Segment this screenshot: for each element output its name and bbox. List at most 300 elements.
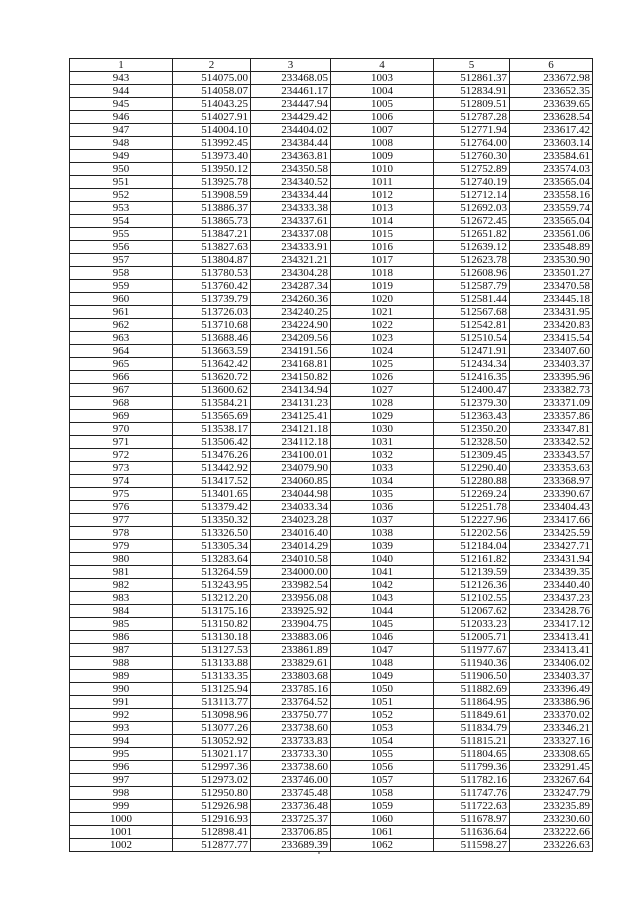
table-cell: 511799.36 <box>434 761 510 774</box>
table-row <box>70 410 593 423</box>
table-row <box>70 397 593 410</box>
table-cell: 512809.51 <box>434 98 510 111</box>
table-cell: 233617.42 <box>510 124 593 137</box>
table-cell: 233371.09 <box>510 397 593 410</box>
table-cell: 959 <box>70 280 173 293</box>
table-row <box>70 202 593 215</box>
table-cell: 234010.58 <box>251 553 331 566</box>
table-cell: 1032 <box>331 449 434 462</box>
table-cell: 1056 <box>331 761 434 774</box>
table-row <box>70 111 593 124</box>
table-cell: 1013 <box>331 202 434 215</box>
table-cell: 234079.90 <box>251 462 331 475</box>
table-cell: 988 <box>70 657 173 670</box>
table-cell: 955 <box>70 228 173 241</box>
table-cell: 960 <box>70 293 173 306</box>
column-header: 2 <box>173 59 251 72</box>
table-cell: 513663.59 <box>173 345 251 358</box>
table-cell: 234447.94 <box>251 98 331 111</box>
table-cell: 234461.17 <box>251 85 331 98</box>
table-cell: 233639.65 <box>510 98 593 111</box>
table-cell: 948 <box>70 137 173 150</box>
table-cell: 513133.35 <box>173 670 251 683</box>
table-cell: 513739.79 <box>173 293 251 306</box>
table-cell: 513584.21 <box>173 397 251 410</box>
table-cell: 233404.43 <box>510 501 593 514</box>
table-cell: 964 <box>70 345 173 358</box>
table-cell: 233390.67 <box>510 488 593 501</box>
table-cell: 513401.65 <box>173 488 251 501</box>
table-cell: 1027 <box>331 384 434 397</box>
table-cell: 234033.34 <box>251 501 331 514</box>
table-cell: 233829.61 <box>251 657 331 670</box>
table-cell: 970 <box>70 423 173 436</box>
table-cell: 233427.71 <box>510 540 593 553</box>
table-cell: 233565.04 <box>510 176 593 189</box>
table-cell: 233417.12 <box>510 618 593 631</box>
table-cell: 513538.17 <box>173 423 251 436</box>
table-cell: 512651.82 <box>434 228 510 241</box>
table-cell: 233440.40 <box>510 579 593 592</box>
table-cell: 945 <box>70 98 173 111</box>
table-cell: 513565.69 <box>173 410 251 423</box>
table-cell: 233403.37 <box>510 358 593 371</box>
table-row <box>70 592 593 605</box>
table-cell: 511882.69 <box>434 683 510 696</box>
table-cell: 1048 <box>331 657 434 670</box>
table-cell: 1037 <box>331 514 434 527</box>
table-cell: 1002 <box>70 839 173 852</box>
table-row <box>70 293 593 306</box>
table-cell: 512581.44 <box>434 293 510 306</box>
table-row <box>70 189 593 202</box>
table-cell: 234125.41 <box>251 410 331 423</box>
table-cell: 966 <box>70 371 173 384</box>
table-cell: 1022 <box>331 319 434 332</box>
table-cell: 513077.26 <box>173 722 251 735</box>
table-cell: 513283.64 <box>173 553 251 566</box>
table-cell: 233342.52 <box>510 436 593 449</box>
table-cell: 512400.47 <box>434 384 510 397</box>
table-cell: 513642.42 <box>173 358 251 371</box>
table-row <box>70 735 593 748</box>
table-cell: 233785.16 <box>251 683 331 696</box>
table-cell: 514043.25 <box>173 98 251 111</box>
table-cell: 1058 <box>331 787 434 800</box>
table-cell: 234384.44 <box>251 137 331 150</box>
table-cell: 949 <box>70 150 173 163</box>
table-row <box>70 475 593 488</box>
table-cell: 234150.82 <box>251 371 331 384</box>
column-header: 3 <box>251 59 331 72</box>
table-cell: 512950.80 <box>173 787 251 800</box>
table-cell: 967 <box>70 384 173 397</box>
table-cell: 233437.23 <box>510 592 593 605</box>
table-cell: 996 <box>70 761 173 774</box>
table-cell: 233501.27 <box>510 267 593 280</box>
table-cell: 513264.59 <box>173 566 251 579</box>
table-cell: 980 <box>70 553 173 566</box>
table-cell: 1023 <box>331 332 434 345</box>
table-cell: 233584.61 <box>510 150 593 163</box>
table-cell: 233803.68 <box>251 670 331 683</box>
table-cell: 977 <box>70 514 173 527</box>
table-cell: 234044.98 <box>251 488 331 501</box>
table-cell: 957 <box>70 254 173 267</box>
table-cell: 233428.76 <box>510 605 593 618</box>
table-cell: 982 <box>70 579 173 592</box>
table-cell: 511977.67 <box>434 644 510 657</box>
table-cell: 1014 <box>331 215 434 228</box>
table-cell: 512973.02 <box>173 774 251 787</box>
table-cell: 994 <box>70 735 173 748</box>
table-cell: 511834.79 <box>434 722 510 735</box>
table-cell: 512350.20 <box>434 423 510 436</box>
table-cell: 512251.78 <box>434 501 510 514</box>
table-cell: 512712.14 <box>434 189 510 202</box>
table-row <box>70 527 593 540</box>
table-cell: 1020 <box>331 293 434 306</box>
table-row <box>70 462 593 475</box>
table-cell: 513130.18 <box>173 631 251 644</box>
table-cell: 991 <box>70 696 173 709</box>
table-cell: 512692.03 <box>434 202 510 215</box>
table-cell: 233343.57 <box>510 449 593 462</box>
table-cell: 234350.58 <box>251 163 331 176</box>
table-cell: 234209.56 <box>251 332 331 345</box>
table-row <box>70 631 593 644</box>
table-cell: 1009 <box>331 150 434 163</box>
scan-speck <box>318 852 320 854</box>
table-cell: 233230.60 <box>510 813 593 826</box>
table-cell: 947 <box>70 124 173 137</box>
table-cell: 234333.38 <box>251 202 331 215</box>
column-header: 1 <box>70 59 173 72</box>
table-cell: 512005.71 <box>434 631 510 644</box>
table-cell: 951 <box>70 176 173 189</box>
table-cell: 233370.02 <box>510 709 593 722</box>
table-cell: 1015 <box>331 228 434 241</box>
table-cell: 953 <box>70 202 173 215</box>
column-header: 6 <box>510 59 593 72</box>
table-cell: 511636.64 <box>434 826 510 839</box>
table-cell: 233883.06 <box>251 631 331 644</box>
table-cell: 1055 <box>331 748 434 761</box>
table-cell: 233357.86 <box>510 410 593 423</box>
table-cell: 512760.30 <box>434 150 510 163</box>
table-cell: 233346.21 <box>510 722 593 735</box>
table-cell: 233574.03 <box>510 163 593 176</box>
table-cell: 990 <box>70 683 173 696</box>
table-cell: 234337.61 <box>251 215 331 228</box>
table-cell: 512898.41 <box>173 826 251 839</box>
table-cell: 234168.81 <box>251 358 331 371</box>
column-header: 4 <box>331 59 434 72</box>
table-cell: 514004.10 <box>173 124 251 137</box>
table-cell: 234334.44 <box>251 189 331 202</box>
table-cell: 999 <box>70 800 173 813</box>
table-cell: 995 <box>70 748 173 761</box>
table-cell: 234321.21 <box>251 254 331 267</box>
table-row <box>70 241 593 254</box>
table-row <box>70 722 593 735</box>
table-cell: 233746.00 <box>251 774 331 787</box>
table-cell: 1053 <box>331 722 434 735</box>
table-row <box>70 839 593 852</box>
table-cell: 1051 <box>331 696 434 709</box>
table-cell: 978 <box>70 527 173 540</box>
table-cell: 946 <box>70 111 173 124</box>
table-cell: 233733.30 <box>251 748 331 761</box>
table-cell: 1050 <box>331 683 434 696</box>
table-cell: 512102.55 <box>434 592 510 605</box>
table-cell: 950 <box>70 163 173 176</box>
table-cell: 233689.39 <box>251 839 331 852</box>
table-cell: 513865.73 <box>173 215 251 228</box>
table-row <box>70 540 593 553</box>
table-cell: 233530.90 <box>510 254 593 267</box>
table-cell: 1018 <box>331 267 434 280</box>
table-cell: 512510.54 <box>434 332 510 345</box>
table-cell: 969 <box>70 410 173 423</box>
table-row <box>70 579 593 592</box>
table-cell: 233235.89 <box>510 800 593 813</box>
table-cell: 234000.00 <box>251 566 331 579</box>
table-cell: 958 <box>70 267 173 280</box>
table-cell: 1054 <box>331 735 434 748</box>
table-cell: 512280.88 <box>434 475 510 488</box>
table-cell: 233725.37 <box>251 813 331 826</box>
table-cell: 1017 <box>331 254 434 267</box>
table-cell: 511678.97 <box>434 813 510 826</box>
table-cell: 961 <box>70 306 173 319</box>
table-cell: 234134.94 <box>251 384 331 397</box>
table-cell: 1046 <box>331 631 434 644</box>
table-cell: 233706.85 <box>251 826 331 839</box>
header-row <box>70 59 593 72</box>
table-cell: 513379.42 <box>173 501 251 514</box>
table-cell: 974 <box>70 475 173 488</box>
table-cell: 233396.49 <box>510 683 593 696</box>
table-row <box>70 813 593 826</box>
table-cell: 943 <box>70 72 173 85</box>
table-row <box>70 319 593 332</box>
table-row <box>70 488 593 501</box>
table-cell: 511782.16 <box>434 774 510 787</box>
table-cell: 511747.76 <box>434 787 510 800</box>
table-cell: 233738.60 <box>251 761 331 774</box>
table-cell: 512608.96 <box>434 267 510 280</box>
table-cell: 513021.17 <box>173 748 251 761</box>
table-cell: 234240.25 <box>251 306 331 319</box>
table-cell: 513127.53 <box>173 644 251 657</box>
table-cell: 512290.40 <box>434 462 510 475</box>
table-cell: 513992.45 <box>173 137 251 150</box>
table-cell: 512764.00 <box>434 137 510 150</box>
table-cell: 1033 <box>331 462 434 475</box>
table-cell: 234112.18 <box>251 436 331 449</box>
table-row <box>70 501 593 514</box>
table-cell: 234016.40 <box>251 527 331 540</box>
table-cell: 512997.36 <box>173 761 251 774</box>
table-row <box>70 280 593 293</box>
table-cell: 1008 <box>331 137 434 150</box>
table-cell: 233745.48 <box>251 787 331 800</box>
table-cell: 1019 <box>331 280 434 293</box>
table-cell: 234333.91 <box>251 241 331 254</box>
table-cell: 234337.08 <box>251 228 331 241</box>
table-cell: 514058.07 <box>173 85 251 98</box>
table-cell: 992 <box>70 709 173 722</box>
table-row <box>70 670 593 683</box>
table-cell: 513125.94 <box>173 683 251 696</box>
table-cell: 1000 <box>70 813 173 826</box>
table-cell: 233406.02 <box>510 657 593 670</box>
table-cell: 1049 <box>331 670 434 683</box>
table-cell: 1031 <box>331 436 434 449</box>
table-row <box>70 709 593 722</box>
table-cell: 233431.95 <box>510 306 593 319</box>
table-cell: 233764.52 <box>251 696 331 709</box>
table-cell: 233548.89 <box>510 241 593 254</box>
table-cell: 512916.93 <box>173 813 251 826</box>
table-cell: 965 <box>70 358 173 371</box>
table-cell: 512126.36 <box>434 579 510 592</box>
table-cell: 513973.40 <box>173 150 251 163</box>
table-row <box>70 228 593 241</box>
table-cell: 233470.58 <box>510 280 593 293</box>
table-cell: 233222.66 <box>510 826 593 839</box>
table-cell: 233353.63 <box>510 462 593 475</box>
table-cell: 1047 <box>331 644 434 657</box>
table-cell: 986 <box>70 631 173 644</box>
table-cell: 512184.04 <box>434 540 510 553</box>
table-cell: 234191.56 <box>251 345 331 358</box>
table-cell: 513305.34 <box>173 540 251 553</box>
table-cell: 1007 <box>331 124 434 137</box>
table-cell: 233750.77 <box>251 709 331 722</box>
table-cell: 233982.54 <box>251 579 331 592</box>
table-cell: 513350.32 <box>173 514 251 527</box>
table-cell: 233308.65 <box>510 748 593 761</box>
table-cell: 1060 <box>331 813 434 826</box>
table-cell: 962 <box>70 319 173 332</box>
table-row <box>70 345 593 358</box>
table-cell: 233652.35 <box>510 85 593 98</box>
table-cell: 233431.94 <box>510 553 593 566</box>
table-cell: 233736.48 <box>251 800 331 813</box>
table-row <box>70 98 593 111</box>
table-cell: 233420.83 <box>510 319 593 332</box>
table-row <box>70 761 593 774</box>
table-cell: 1042 <box>331 579 434 592</box>
table-row <box>70 618 593 631</box>
table-cell: 512834.91 <box>434 85 510 98</box>
table-cell: 234287.34 <box>251 280 331 293</box>
table-cell: 512416.35 <box>434 371 510 384</box>
table-row <box>70 371 593 384</box>
table-cell: 512434.34 <box>434 358 510 371</box>
table-row <box>70 683 593 696</box>
table-cell: 233395.96 <box>510 371 593 384</box>
table-cell: 233603.14 <box>510 137 593 150</box>
table-cell: 512623.78 <box>434 254 510 267</box>
table-cell: 513442.92 <box>173 462 251 475</box>
table-cell: 513760.42 <box>173 280 251 293</box>
table-row <box>70 553 593 566</box>
table-cell: 1004 <box>331 85 434 98</box>
table-cell: 987 <box>70 644 173 657</box>
table-cell: 1016 <box>331 241 434 254</box>
table-cell: 512363.43 <box>434 410 510 423</box>
table-cell: 233565.04 <box>510 215 593 228</box>
table-row <box>70 358 593 371</box>
table-cell: 1021 <box>331 306 434 319</box>
table-cell: 233559.74 <box>510 202 593 215</box>
table-cell: 1011 <box>331 176 434 189</box>
table-cell: 233561.06 <box>510 228 593 241</box>
table-cell: 233226.63 <box>510 839 593 852</box>
table-cell: 981 <box>70 566 173 579</box>
table-row <box>70 72 593 85</box>
table-cell: 1035 <box>331 488 434 501</box>
table-cell: 971 <box>70 436 173 449</box>
table-cell: 512542.81 <box>434 319 510 332</box>
table-cell: 513827.63 <box>173 241 251 254</box>
table-row <box>70 254 593 267</box>
table-cell: 233386.96 <box>510 696 593 709</box>
table-cell: 1028 <box>331 397 434 410</box>
table-cell: 513710.68 <box>173 319 251 332</box>
table-cell: 513925.78 <box>173 176 251 189</box>
table-cell: 233628.54 <box>510 111 593 124</box>
table-row <box>70 826 593 839</box>
table-row <box>70 306 593 319</box>
table-cell: 233327.16 <box>510 735 593 748</box>
table-row <box>70 176 593 189</box>
table-cell: 511864.95 <box>434 696 510 709</box>
table-cell: 513886.37 <box>173 202 251 215</box>
table-cell: 1040 <box>331 553 434 566</box>
table-cell: 513133.88 <box>173 657 251 670</box>
table-cell: 512787.28 <box>434 111 510 124</box>
table-cell: 233558.16 <box>510 189 593 202</box>
table-cell: 944 <box>70 85 173 98</box>
table-row <box>70 124 593 137</box>
table-cell: 513417.52 <box>173 475 251 488</box>
table-cell: 1038 <box>331 527 434 540</box>
table-cell: 1024 <box>331 345 434 358</box>
table-cell: 512752.89 <box>434 163 510 176</box>
table-cell: 1029 <box>331 410 434 423</box>
table-cell: 513847.21 <box>173 228 251 241</box>
table-cell: 512926.98 <box>173 800 251 813</box>
table-cell: 234404.02 <box>251 124 331 137</box>
table-cell: 512672.45 <box>434 215 510 228</box>
table-cell: 1001 <box>70 826 173 839</box>
table-row <box>70 163 593 176</box>
table-cell: 233347.81 <box>510 423 593 436</box>
table-cell: 513150.82 <box>173 618 251 631</box>
table-cell: 1059 <box>331 800 434 813</box>
table-cell: 512587.79 <box>434 280 510 293</box>
table-cell: 234224.90 <box>251 319 331 332</box>
table-cell: 512639.12 <box>434 241 510 254</box>
table-cell: 512861.37 <box>434 72 510 85</box>
table-cell: 513113.77 <box>173 696 251 709</box>
table-cell: 512567.68 <box>434 306 510 319</box>
table-cell: 1012 <box>331 189 434 202</box>
